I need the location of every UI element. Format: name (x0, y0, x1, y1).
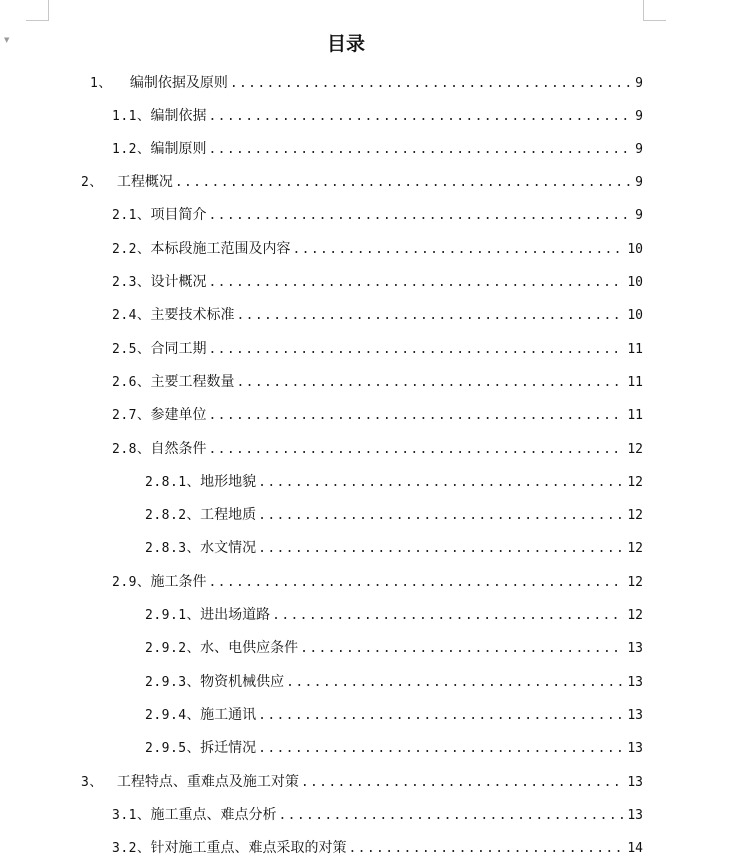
toc-entry-number: 2.9、 (112, 575, 151, 590)
toc-entry-text: 编制依据 (150, 108, 207, 124)
toc-dot-leader (208, 106, 632, 128)
toc-entry[interactable] (112, 837, 643, 859)
toc-entry-page: 13 (627, 741, 643, 756)
toc-entry-page: 9 (635, 175, 643, 190)
toc-entry-text: 施工条件 (150, 574, 207, 590)
toc-entry[interactable] (145, 704, 643, 726)
toc-entry-number: 3.1、 (112, 808, 151, 823)
toc-entry-number: 1.2、 (112, 142, 151, 157)
toc-entry-page: 9 (635, 142, 643, 157)
toc-entry-text: 地形地貌 (200, 474, 257, 490)
toc-entry-number: 2.9.4、 (145, 708, 201, 723)
toc-entry[interactable] (145, 637, 643, 659)
toc-entry[interactable] (145, 604, 643, 626)
toc-entry-number: 2.3、 (112, 275, 151, 290)
toc-dot-leader (286, 672, 624, 694)
toc-entry-text: 物资机械供应 (200, 674, 285, 690)
toc-entry-text: 拆迁情况 (200, 740, 257, 756)
toc-entry-number: 2.2、 (112, 242, 151, 257)
toc-dot-leader (208, 139, 632, 161)
toc-entry[interactable] (112, 804, 643, 826)
toc-entry[interactable] (81, 171, 643, 193)
toc-entry-text: 施工重点、难点分析 (150, 807, 277, 823)
toc-entry[interactable] (112, 438, 643, 460)
toc-entry-text: 水文情况 (200, 540, 257, 556)
toc-entry[interactable] (112, 304, 643, 326)
toc-entry-number: 2.5、 (112, 342, 151, 357)
toc-entry-number: 2.8.2、 (145, 508, 201, 523)
toc-entry-page: 13 (627, 641, 643, 656)
page-corner-mark-top-left (26, 0, 49, 21)
toc-entry-text: 编制依据及原则 (129, 75, 228, 91)
toc-dot-leader (208, 405, 624, 427)
toc-entry-number: 2.6、 (112, 375, 151, 390)
toc-dot-leader (208, 572, 624, 594)
toc-entry-number: 2.9.1、 (145, 608, 201, 623)
toc-entry-number: 3.2、 (112, 841, 151, 856)
toc-entry-text: 本标段施工范围及内容 (150, 241, 291, 257)
toc-entry-text: 项目简介 (150, 207, 207, 223)
toc-dot-leader (292, 239, 624, 261)
toc-entry[interactable] (145, 471, 643, 493)
toc-entry[interactable] (112, 404, 643, 426)
toc-entry-text: 合同工期 (150, 341, 207, 357)
toc-entry-number: 2.7、 (112, 408, 151, 423)
toc-entry-page: 13 (627, 808, 643, 823)
toc-entry-number: 2.8.1、 (145, 475, 201, 490)
toc-entry[interactable] (81, 771, 643, 793)
toc-entry[interactable] (112, 105, 643, 127)
toc-entry-page: 14 (627, 841, 643, 856)
toc-entry-number: 2.9.5、 (145, 741, 201, 756)
toc-dot-leader (208, 205, 632, 227)
page-corner-mark-top-right (643, 0, 666, 21)
toc-entry-page: 12 (627, 508, 643, 523)
toc-dot-leader (272, 605, 624, 627)
toc-entry[interactable] (145, 504, 643, 526)
toc-entry-page: 13 (627, 775, 643, 790)
toc-entry-page: 12 (627, 575, 643, 590)
toc-dot-leader (258, 538, 624, 560)
toc-entry[interactable] (145, 737, 643, 759)
toc-entry-number: 2.4、 (112, 308, 151, 323)
toc-entry-page: 10 (627, 242, 643, 257)
toc-entry[interactable] (145, 671, 643, 693)
toc-entry[interactable] (112, 271, 643, 293)
toc-entry[interactable] (112, 371, 643, 393)
toc-entry-text: 进出场道路 (200, 607, 271, 623)
toc-entry-page: 11 (627, 408, 643, 423)
toc-entry[interactable] (145, 537, 643, 559)
toc-entry-page: 10 (627, 275, 643, 290)
toc-entry-page: 10 (627, 308, 643, 323)
toc-dot-leader (300, 638, 624, 660)
toc-entry-page: 13 (627, 708, 643, 723)
toc-entry-number: 2.1、 (112, 208, 151, 223)
toc-entry-number: 2、 (81, 175, 103, 190)
toc-title: 目录 (326, 33, 365, 55)
toc-dot-leader (258, 505, 624, 527)
toc-entry-text: 参建单位 (150, 407, 207, 423)
toc-entry-text: 自然条件 (150, 441, 207, 457)
toc-entry-page: 11 (627, 375, 643, 390)
toc-entry-page: 9 (635, 109, 643, 124)
toc-entry-page: 12 (627, 541, 643, 556)
toc-dot-leader (236, 305, 624, 327)
toc-entry-text: 针对施工重点、难点采取的对策 (150, 840, 347, 856)
toc-entry-page: 12 (627, 442, 643, 457)
toc-entry-number: 3、 (81, 775, 103, 790)
toc-dot-leader (278, 805, 624, 827)
toc-entry-page: 12 (627, 608, 643, 623)
toc-entry-text: 施工通讯 (200, 707, 257, 723)
toc-entry-text: 主要技术标准 (150, 307, 235, 323)
toc-entry-page: 9 (635, 208, 643, 223)
toc-entry-number: 1.1、 (112, 109, 151, 124)
toc-entry-number: 2.9.2、 (145, 641, 201, 656)
toc-entry-number: 2.9.3、 (145, 675, 201, 690)
toc-entry[interactable] (112, 138, 643, 160)
toc-dot-leader (175, 172, 632, 194)
toc-entry-number: 1、 (90, 76, 112, 91)
toc-entry-number: 2.8、 (112, 442, 151, 457)
toc-entry-text: 编制原则 (150, 141, 207, 157)
toc-dot-leader (258, 738, 624, 760)
toc-dot-leader (236, 372, 624, 394)
toc-entry-number: 2.8.3、 (145, 541, 201, 556)
toc-entry-text: 工程概况 (116, 174, 173, 190)
toc-entry[interactable] (90, 72, 643, 94)
toc-entry-page: 12 (627, 475, 643, 490)
toc-entry-page: 13 (627, 675, 643, 690)
toc-entry-text: 水、电供应条件 (200, 640, 299, 656)
toc-entry-page: 11 (627, 342, 643, 357)
toc-dot-leader (258, 705, 624, 727)
toc-entry-text: 工程地质 (200, 507, 257, 523)
toc-entry-text: 主要工程数量 (150, 374, 235, 390)
toc-entry-page: 9 (635, 76, 643, 91)
toc-entry[interactable] (112, 338, 643, 360)
toc-dot-leader (208, 339, 624, 361)
toc-dot-leader (258, 472, 624, 494)
toc-dot-leader (208, 439, 624, 461)
toc-entry[interactable] (112, 238, 643, 260)
collapse-triangle-icon[interactable]: ▼ (4, 36, 10, 44)
toc-dot-leader (208, 272, 624, 294)
toc-dot-leader (230, 73, 632, 95)
toc-entry[interactable] (112, 571, 643, 593)
toc-entry[interactable] (112, 204, 643, 226)
toc-dot-leader (301, 772, 625, 794)
toc-dot-leader (348, 838, 624, 860)
toc-entry-text: 设计概况 (150, 274, 207, 290)
toc-entry-text: 工程特点、重难点及施工对策 (116, 774, 299, 790)
